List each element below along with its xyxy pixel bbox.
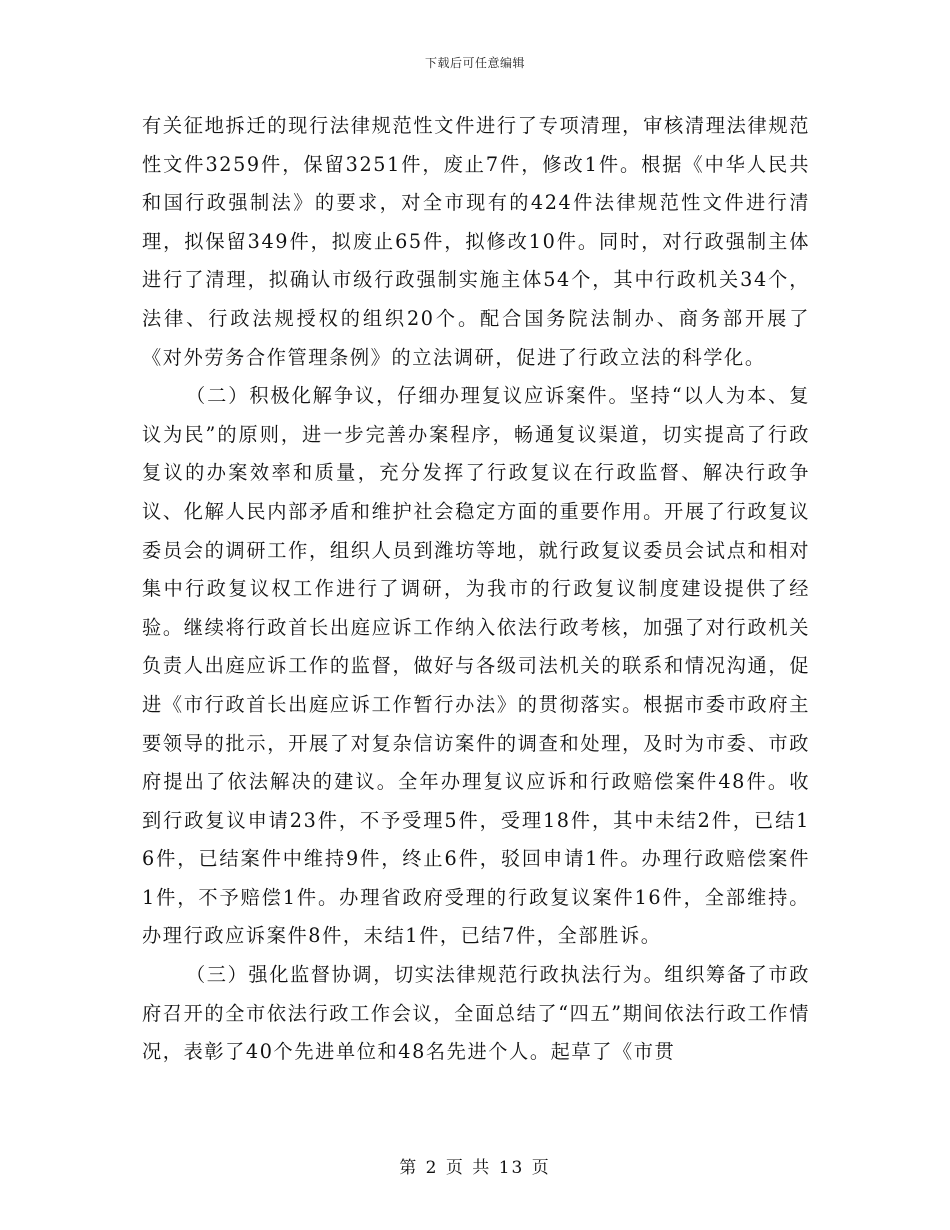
page-header: 下载后可任意编辑 [424, 56, 525, 70]
paragraph-continuation: 有关征地拆迁的现行法律规范性文件进行了专项清理，审核清理法律规范性文件3259件，保留3251件，废止7件，修改1件。根据《中华人民共和国行政强制法》的要求，对全市现有的424件法律规范性文件进行清理，拟保留349件，拟废止65件，拟修改10件。同时，对行政强制主体进行了清理，拟确认市级行政强制实施主体54个，其中行政机关34个，法律、行政法规授权的组织20个。配合国务院法制办、商务部开展了《对外劳务合作管理条例》的立法调研，促进了行政立法的科学化。 [142, 114, 810, 369]
paragraph-section-2: （二）积极化解争议，仔细办理复议应诉案件。坚持“以人为本、复议为民”的原则，进一步完善办案程序，畅通复议渠道，切实提高了行政复议的办案效率和质量，充分发挥了行政复议在行政监督、解决行政争议、化解人民内部矛盾和维护社会稳定方面的重要作用。开展了行政复议委员会的调研工作，组织人员到潍坊等地，就行政复议委员会试点和相对集中行政复议权工作进行了调研，为我市的行政复议制度建设提供了经验。继续将行政首长出庭应诉工作纳入依法行政考核，加强了对行政机关负责人出庭应诉工作的监督，做好与各级司法机关的联系和情况沟通，促进《市行政首长出庭应诉工作暂行办法》的贯彻落实。根据市委市政府主要领导的批示，开展了对复杂信访案件的调查和处理，及时为市委、市政府提出了依法解决的建议。全年办理复议应诉和行政赔偿案件48件。收到行政复议申请23件，不予受理5件，受理18件，其中未结2件，已结16件，已结案件中维持9件，终止6件，驳回申请1件。办理行政赔偿案件1件，不予赔偿1件。办理省政府受理的行政复议案件16件，全部维持。办理行政应诉案件8件，未结1件，已结7件，全部胜诉。 [142, 384, 810, 948]
paragraph-section-3: （三）强化监督协调，切实法律规范行政执法行为。组织筹备了市政府召开的全市依法行政工作会议，全面总结了“四五”期间依法行政工作情况，表彰了40个先进单位和48名先进个人。起草了《市贯 [142, 963, 810, 1064]
document-body [142, 107, 810, 1072]
page-number-footer: 第 2 页 共 13 页 [399, 1158, 551, 1178]
